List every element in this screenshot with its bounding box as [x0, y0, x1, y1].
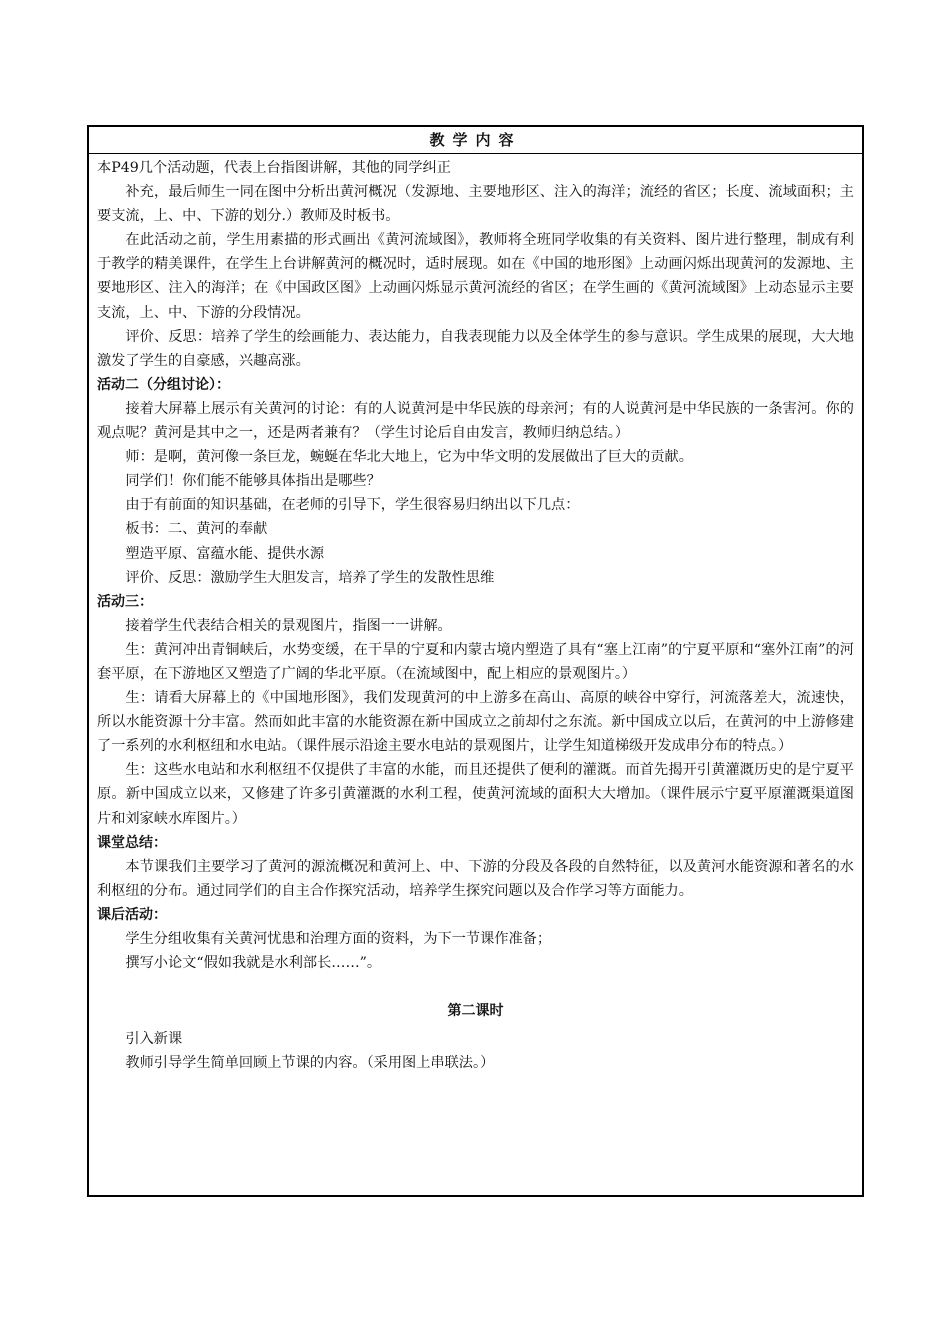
paragraph: 生：这些水电站和水利枢纽不仅提供了丰富的水能，而且还提供了便利的灌溉。而首先揭开引黄灌溉历史的是宁夏平原。新中国成立以来，又修建了许多引黄灌溉的水利工程，使黄河流域的面积大大增加。（课件展示宁夏平原灌溉渠道图片和刘家峡水库图片。）: [97, 762, 854, 827]
paragraph: 接着大屏幕上展示有关黄河的讨论：有的人说黄河是中华民族的母亲河；有的人说黄河是中华民族的一条害河。你的观点呢？黄河是其中之一，还是两者兼有？（学生讨论后自由发言，教师归纳总结。）: [97, 400, 854, 442]
paragraph: 学生分组收集有关黄河忧患和治理方面的资料，为下一节课作准备；: [125, 931, 552, 947]
paragraph: 生：请看大屏幕上的《中国地形图》，我们发现黄河的中上游多在高山、高原的峡谷中穿行，河流落差大，流速快，所以水能资源十分丰富。然而如此丰富的水能资源在新中国成立之前却付之东流。新中国成立以后，在黄河的中上游修建了一系列的水利枢纽和水电站。（课件展示沿途主要水电站的景观图片，让学生知道梯级开发成串分布的特点。）: [97, 690, 854, 755]
paragraph: 评价、反思：培养了学生的绘画能力、表达能力，自我表现能力以及全体学生的参与意识。学生成果的展现，大大地激发了学生的自豪感，兴趣高涨。: [97, 328, 854, 369]
section-heading: 课后活动：: [97, 906, 167, 923]
section-heading: 活动三：: [97, 593, 153, 610]
table-header: 教学内容: [89, 127, 862, 154]
paragraph: 在此活动之前，学生用素描的形式画出《黄河流域图》，教师将全班同学收集的有关资料、图片进行整理，制成有利于教学的精美课件，在学生上台讲解黄河的概况时，适时展现。如在《中国的地形图》上动画闪烁出现黄河的发源地、主要地形区、注入的海洋；在《中国政区图》上动画闪烁显示黄河流经的省区；在学生画的《黄河流域图》上动态显示主要支流，上、中、下游的分段情况。: [97, 232, 854, 321]
section-heading: 活动二（分组讨论）：: [97, 376, 230, 393]
paragraph: 引入新课: [125, 1031, 183, 1048]
paragraph: 生：黄河冲出青铜峡后，水势变缓，在干旱的宁夏和内蒙古境内塑造了具有“塞上江南”的宁夏平原和“塞外江南”的河套平原，在下游地区又塑造了广阔的华北平原。（在流域图中，配上相应的景观图片。）: [97, 641, 854, 682]
lesson-content-body: [89, 154, 862, 1075]
section-heading: 课堂总结：: [97, 834, 167, 851]
paragraph: 板书：二、黄河的奉献: [125, 521, 268, 538]
paragraph: 由于有前面的知识基础，在老师的引导下，学生很容易归纳出以下几点：: [125, 497, 580, 514]
paragraph: 同学们！你们能不能够具体指出是哪些？: [125, 473, 381, 490]
paragraph: 接着学生代表结合相关的景观图片，指图一一讲解。: [125, 617, 452, 634]
paragraph: 本P49几个活动题，代表上台指图讲解，其他的同学纠正: [97, 160, 451, 176]
paragraph: 补充，最后师生一同在图中分析出黄河概况（发源地、主要地形区、注入的海洋；流经的省区；长度、流域面积；主要支流，上、中、下游的划分.）教师及时板书。: [97, 184, 854, 225]
paragraph: 教师引导学生简单回顾上节课的内容。（采用图上串联法。）: [125, 1055, 495, 1072]
lesson-title: 第二课时: [447, 1003, 504, 1020]
paragraph: 撰写小论文“假如我就是水利部长……”。: [125, 955, 382, 972]
paragraph: 师：是啊，黄河像一条巨龙，蜿蜒在华北大地上，它为中华文明的发展做出了巨大的贡献。: [125, 449, 693, 466]
paragraph: 评价、反思：激励学生大胆发言，培养了学生的发散性思维: [125, 569, 495, 586]
paragraph: 塑造平原、富蕴水能、提供水源: [125, 545, 325, 562]
lesson-content-table: [87, 125, 864, 1197]
paragraph: 本节课我们主要学习了黄河的源流概况和黄河上、中、下游的分段及各段的自然特征，以及黄河水能资源和著名的水利枢纽的分布。通过同学们的自主合作探究活动，培养学生探究问题以及合作学习等方面能力。: [97, 858, 854, 899]
